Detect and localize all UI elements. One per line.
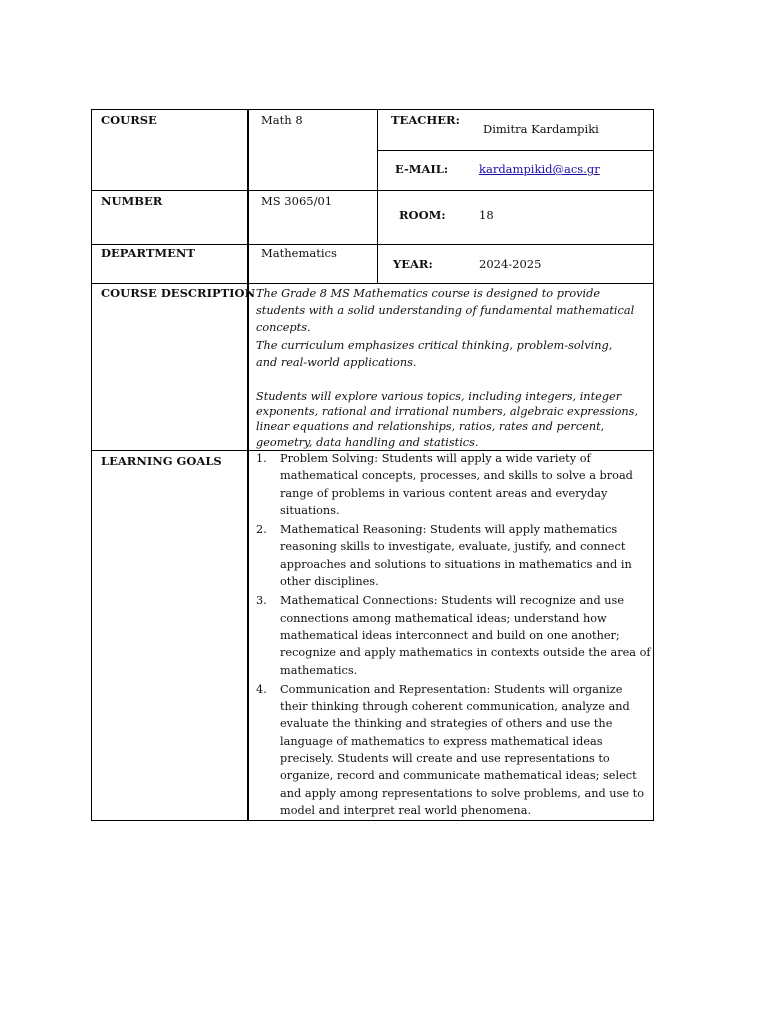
- row-divider-department: [91, 244, 654, 245]
- goal-item-2: [256, 521, 651, 590]
- row-divider-teacher: [378, 150, 654, 151]
- number-label: NUMBER: [101, 194, 163, 208]
- goal-item-4: [256, 681, 651, 819]
- goal-text: Mathematical Connections: Students will recognize and use connections among mathematical ideas; understand how mathematical ideas interconnect and build on one another; recognize and apply mathematics in contexts outside the area of mathematics.: [280, 594, 651, 677]
- goal-text: Mathematical Reasoning: Students will apply mathematics reasoning skills to investigate, evaluate, justify, and connect approaches and solutions to situations in mathematics and in other disciplines.: [280, 523, 632, 589]
- teacher-value: Dimitra Kardampiki: [483, 122, 599, 136]
- table-border-left: [91, 109, 92, 821]
- room-value: 18: [479, 208, 494, 222]
- goal-text: Problem Solving: Students will apply a wide variety of mathematical concepts, processes, and skills to solve a broad range of problems in various content areas and everyday situations.: [280, 452, 633, 517]
- goal-item-3: [256, 592, 651, 678]
- room-label: ROOM:: [399, 208, 446, 222]
- table-border-right: [653, 109, 654, 821]
- row-divider-number: [91, 190, 654, 191]
- goals-list: [256, 450, 651, 821]
- department-label: DEPARTMENT: [101, 246, 195, 260]
- email-label: E-MAIL:: [395, 162, 449, 176]
- goal-number: 4.: [256, 682, 267, 696]
- goal-number: 3.: [256, 594, 267, 608]
- description-paragraph-3: Students will explore various topics, including integers, integer exponents, rational and irrational numbers, algebraic expressions, linear equations and relationships, ratios, rates and percent, geometry, data handling and statistics.: [256, 390, 639, 449]
- course-value: Math 8: [261, 113, 303, 127]
- goal-item-1: [256, 450, 651, 519]
- goal-number: 2.: [256, 523, 267, 537]
- description-paragraph-2: The curriculum emphasizes critical thinking, problem-solving, and real-world applications.: [256, 339, 613, 369]
- goal-number: 1.: [256, 452, 267, 465]
- teacher-label: TEACHER:: [391, 113, 460, 127]
- description-paragraph-1: The Grade 8 MS Mathematics course is designed to provide students with a solid understanding of fundamental mathematical concepts.: [256, 287, 635, 334]
- goals-label: LEARNING GOALS: [101, 454, 222, 468]
- description-label: COURSE DESCRIPTION: [101, 286, 256, 300]
- year-value: 2024-2025: [479, 257, 542, 271]
- row-divider-description: [91, 283, 654, 284]
- table-border-top: [91, 109, 654, 110]
- email-link[interactable]: kardampikid@acs.gr: [479, 162, 600, 176]
- course-info-table: [91, 109, 654, 821]
- column-divider-2: [377, 109, 378, 283]
- department-value: Mathematics: [261, 246, 337, 260]
- year-label: YEAR:: [393, 257, 433, 271]
- column-divider-1: [247, 109, 249, 821]
- goal-text: Communication and Representation: Students will organize their thinking through coherent communication, analyze and evaluate the thinking and strategies of others and use the language of mathematics to express mathematical ideas precisely. Students will create and use representations to organize, record and communicate mathematical ideas; select and apply among representations to solve problems, and use to model and interpret real world phenomena.: [280, 682, 644, 817]
- number-value: MS 3065/01: [261, 194, 333, 208]
- course-label: COURSE: [101, 113, 157, 127]
